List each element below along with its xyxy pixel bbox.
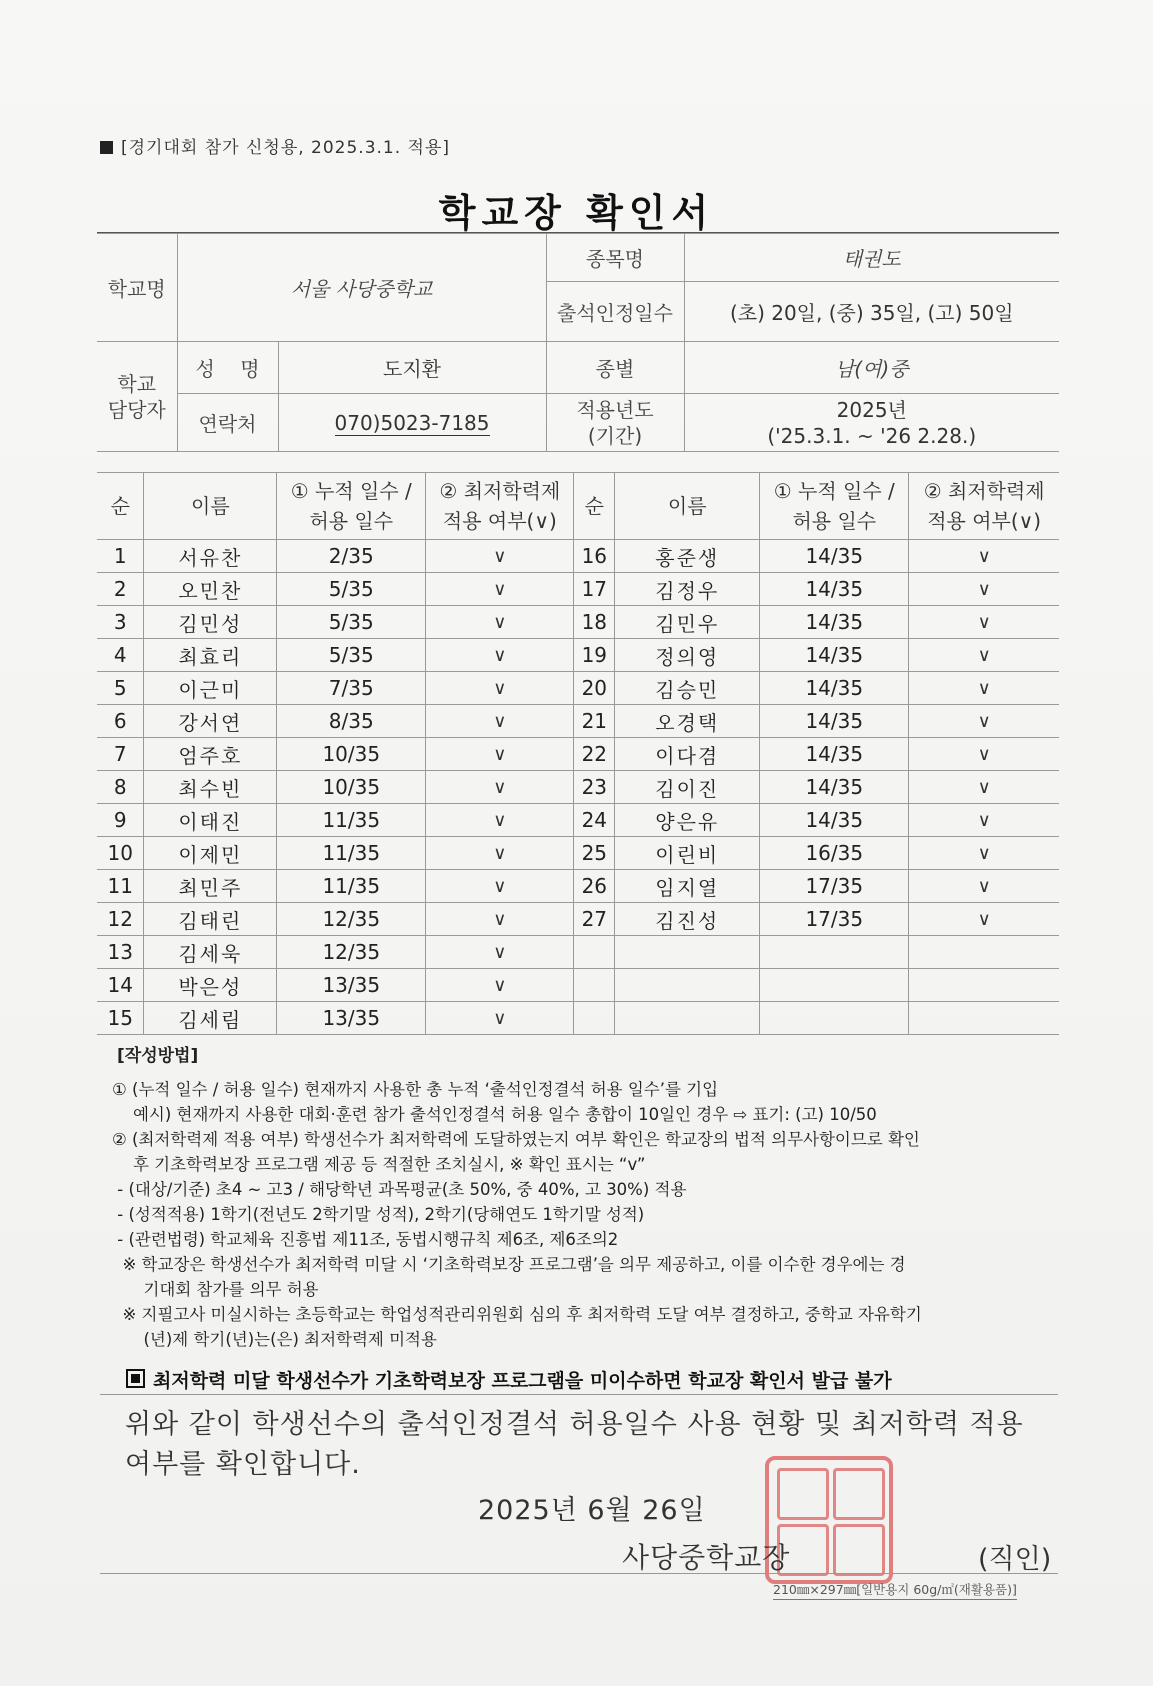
contact-label: 연락처 (177, 394, 278, 452)
row-name: 김세욱 (144, 936, 277, 969)
row-name: 이린비 (615, 837, 760, 870)
row-days: 11/35 (277, 804, 426, 837)
method-line: - (관련법령) 학교체육 진흥법 제11조, 동법시행규칙 제6조, 제6조의2 (112, 1230, 619, 1249)
row-no: 7 (97, 738, 144, 771)
row-name: 김정우 (615, 573, 760, 606)
row-days: 11/35 (277, 837, 426, 870)
row-check: ∨ (426, 540, 574, 573)
row-check (909, 936, 1059, 969)
method-line: - (대상/기준) 초4 ~ 고3 / 해당학년 과목평균(초 50%, 중 40%, 고 30%) 적용 (112, 1180, 687, 1199)
bottom-rule (100, 1573, 1058, 1574)
row-days: 14/35 (760, 804, 909, 837)
row-check: ∨ (426, 639, 574, 672)
row-check: ∨ (426, 573, 574, 606)
row-name: 최수빈 (144, 771, 277, 804)
row-no (574, 1002, 615, 1035)
row-check: ∨ (426, 672, 574, 705)
row-days: 10/35 (277, 738, 426, 771)
warning-note: 최저학력 미달 학생선수가 기초학력보장 프로그램을 미이수하면 학교장 확인서 발급 불가 (126, 1366, 892, 1393)
row-name: 김민성 (144, 606, 277, 639)
principal-name: 사당중학교장 (622, 1541, 791, 1574)
row-check: ∨ (426, 606, 574, 639)
method-line: ※ 학교장은 학생선수가 최저학력 미달 시 ‘기초학력보장 프로그램’을 의무 제공하고, 이를 이수한 경우에는 경 (112, 1255, 906, 1274)
warning-box-icon (126, 1369, 145, 1388)
roster-table (97, 472, 1059, 1035)
method-line: ① (누적 일수 / 허용 일수) 현재까지 사용한 총 누적 ‘출석인정결석 허용 일수’를 기입 (112, 1080, 719, 1099)
row-check: ∨ (909, 804, 1059, 837)
row-check: ∨ (909, 639, 1059, 672)
attendance-value: (초) 20일, (중) 35일, (고) 50일 (684, 282, 1059, 342)
row-no: 14 (97, 969, 144, 1002)
row-check: ∨ (426, 771, 574, 804)
row-days: 17/35 (760, 870, 909, 903)
row-no: 9 (97, 804, 144, 837)
row-check (909, 969, 1059, 1002)
table-row (97, 606, 1059, 639)
row-no: 11 (97, 870, 144, 903)
row-name: 이제민 (144, 837, 277, 870)
header-no: 순 (97, 473, 144, 540)
row-days: 8/35 (277, 705, 426, 738)
row-no: 18 (574, 606, 615, 639)
row-days: 14/35 (760, 705, 909, 738)
row-days: 13/35 (277, 1002, 426, 1035)
row-name: 이근미 (144, 672, 277, 705)
row-name: 김승민 (615, 672, 760, 705)
row-check: ∨ (909, 903, 1059, 936)
row-name: 강서연 (144, 705, 277, 738)
table-row (97, 738, 1059, 771)
row-check: ∨ (426, 903, 574, 936)
contact-value: 070)5023-7185 (278, 394, 546, 452)
confirmation-text: 위와 같이 학생선수의 출석인정결석 허용일수 사용 현황 및 최저학력 적용 여부를 확인합니다. (125, 1409, 1024, 1480)
table-row (97, 936, 1059, 969)
header-name-2: 이름 (615, 473, 760, 540)
table-row (97, 639, 1059, 672)
row-no: 24 (574, 804, 615, 837)
row-days: 5/35 (277, 573, 426, 606)
square-bullet-icon (100, 141, 113, 154)
row-name: 김민우 (615, 606, 760, 639)
row-no: 22 (574, 738, 615, 771)
row-no: 1 (97, 540, 144, 573)
method-line: ※ 지필고사 미실시하는 초등학교는 학업성적관리위원회 심의 후 최저학력 도달 여부 결정하고, 중학교 자유학기 (112, 1305, 922, 1324)
row-check: ∨ (909, 705, 1059, 738)
table-row (97, 903, 1059, 936)
row-days: 17/35 (760, 903, 909, 936)
manager-label: 학교 담당자 (97, 342, 177, 452)
row-days (760, 936, 909, 969)
table-row (97, 969, 1059, 1002)
row-days (760, 1002, 909, 1035)
row-name: 김태린 (144, 903, 277, 936)
row-name (615, 936, 760, 969)
row-name: 김세림 (144, 1002, 277, 1035)
row-check: ∨ (909, 771, 1059, 804)
row-days: 5/35 (277, 639, 426, 672)
issue-date: 2025년 6월 26일 (478, 1495, 706, 1526)
row-no: 25 (574, 837, 615, 870)
row-check: ∨ (426, 837, 574, 870)
row-check: ∨ (909, 738, 1059, 771)
row-days: 5/35 (277, 606, 426, 639)
attendance-label: 출석인정일수 (546, 282, 684, 342)
row-days: 14/35 (760, 573, 909, 606)
header-note: [경기대회 참가 신청용, 2025.3.1. 적용] (100, 133, 450, 158)
row-check: ∨ (909, 870, 1059, 903)
row-no: 15 (97, 1002, 144, 1035)
row-no: 13 (97, 936, 144, 969)
row-days: 14/35 (760, 606, 909, 639)
row-name: 오민찬 (144, 573, 277, 606)
row-no: 10 (97, 837, 144, 870)
row-check: ∨ (909, 672, 1059, 705)
info-table (97, 233, 1059, 452)
event-value: 태권도 (684, 234, 1059, 282)
row-days: 10/35 (277, 771, 426, 804)
row-name: 박은성 (144, 969, 277, 1002)
document-title: 학교장 확인서 (438, 191, 715, 235)
row-days: 11/35 (277, 870, 426, 903)
table-row (97, 870, 1059, 903)
row-check: ∨ (909, 573, 1059, 606)
name-label: 성 명 (177, 342, 278, 394)
name-value: 도지환 (278, 342, 546, 394)
method-lines (112, 1077, 1057, 1352)
gender-value: 남(여)중 (684, 342, 1059, 394)
event-label: 종목명 (546, 234, 684, 282)
row-days (760, 969, 909, 1002)
row-no: 19 (574, 639, 615, 672)
row-no: 16 (574, 540, 615, 573)
school-value: 서울 사당중학교 (177, 234, 546, 342)
row-no: 26 (574, 870, 615, 903)
row-days: 2/35 (277, 540, 426, 573)
row-name: 엄주호 (144, 738, 277, 771)
row-no: 27 (574, 903, 615, 936)
row-check: ∨ (909, 837, 1059, 870)
header-no-2: 순 (574, 473, 615, 540)
row-name: 오경택 (615, 705, 760, 738)
method-title: [작성방법] (117, 1046, 199, 1066)
row-name: 임지열 (615, 870, 760, 903)
row-check: ∨ (426, 936, 574, 969)
row-check: ∨ (426, 870, 574, 903)
row-name: 이태진 (144, 804, 277, 837)
row-days: 14/35 (760, 738, 909, 771)
row-name: 최효리 (144, 639, 277, 672)
table-row (97, 705, 1059, 738)
table-row (97, 540, 1059, 573)
row-check: ∨ (426, 1002, 574, 1035)
row-name (615, 1002, 760, 1035)
method-line: - (성적적용) 1학기(전년도 2학기말 성적), 2학기(당해연도 1학기말 성적) (112, 1205, 645, 1224)
header-days-2: ① 누적 일수 / 허용 일수 (760, 473, 909, 540)
row-no: 6 (97, 705, 144, 738)
row-days: 14/35 (760, 771, 909, 804)
table-row (97, 771, 1059, 804)
method-line: 후 기초학력보장 프로그램 제공 등 적절한 조치실시, ※ 확인 표시는 “v” (112, 1155, 646, 1174)
row-name: 김이진 (615, 771, 760, 804)
row-name: 최민주 (144, 870, 277, 903)
table-row (97, 804, 1059, 837)
row-no: 17 (574, 573, 615, 606)
row-check: ∨ (426, 804, 574, 837)
method-line: (년)제 학기(년)는(은) 최저학력제 미적용 (112, 1330, 437, 1349)
row-no: 4 (97, 639, 144, 672)
row-check: ∨ (426, 705, 574, 738)
gender-label: 종별 (546, 342, 684, 394)
row-name: 홍준생 (615, 540, 760, 573)
method-line: ② (최저학력제 적용 여부) 학생선수가 최저학력에 도달하였는지 여부 확인은 학교장의 법적 의무사항이므로 확인 (112, 1130, 920, 1149)
row-days: 14/35 (760, 672, 909, 705)
row-check: ∨ (909, 606, 1059, 639)
row-no: 3 (97, 606, 144, 639)
row-days: 12/35 (277, 936, 426, 969)
row-check: ∨ (426, 738, 574, 771)
row-check: ∨ (426, 969, 574, 1002)
row-name: 김진성 (615, 903, 760, 936)
row-name (615, 969, 760, 1002)
row-no: 21 (574, 705, 615, 738)
row-no: 2 (97, 573, 144, 606)
row-no: 12 (97, 903, 144, 936)
row-no: 20 (574, 672, 615, 705)
header-days: ① 누적 일수 / 허용 일수 (277, 473, 426, 540)
table-row (97, 837, 1059, 870)
row-no: 23 (574, 771, 615, 804)
row-no: 5 (97, 672, 144, 705)
year-label: 적용년도 (기간) (546, 394, 684, 452)
row-name: 이다겸 (615, 738, 760, 771)
row-no: 8 (97, 771, 144, 804)
row-days: 14/35 (760, 639, 909, 672)
header-name: 이름 (144, 473, 277, 540)
row-days: 14/35 (760, 540, 909, 573)
table-row (97, 672, 1059, 705)
writing-method (112, 1044, 1057, 1352)
row-days: 13/35 (277, 969, 426, 1002)
row-name: 양은유 (615, 804, 760, 837)
row-no (574, 969, 615, 1002)
year-value: 2025년 ('25.3.1. ~ '26 2.28.) (684, 394, 1059, 452)
row-check: ∨ (909, 540, 1059, 573)
row-no (574, 936, 615, 969)
row-check (909, 1002, 1059, 1035)
table-row (97, 1002, 1059, 1035)
school-label: 학교명 (97, 234, 177, 342)
seal-label: (직인) (978, 1544, 1052, 1575)
method-line: 예시) 현재까지 사용한 대회·훈련 참가 출석인정결석 허용 일수 총합이 10일인 경우 ⇨ 표기: (고) 10/50 (112, 1105, 877, 1124)
row-days: 7/35 (277, 672, 426, 705)
divider (100, 1394, 1058, 1395)
header-min-2: ② 최저학력제 적용 여부(∨) (909, 473, 1059, 540)
method-line: 기대회 참가를 의무 허용 (112, 1280, 319, 1299)
table-row (97, 573, 1059, 606)
row-days: 12/35 (277, 903, 426, 936)
paper-spec: 210㎜×297㎜[일반용지 60g/㎡(재활용품)] (773, 1580, 1017, 1600)
row-name: 정의영 (615, 639, 760, 672)
row-days: 16/35 (760, 837, 909, 870)
header-min: ② 최저학력제 적용 여부(∨) (426, 473, 574, 540)
row-name: 서유찬 (144, 540, 277, 573)
